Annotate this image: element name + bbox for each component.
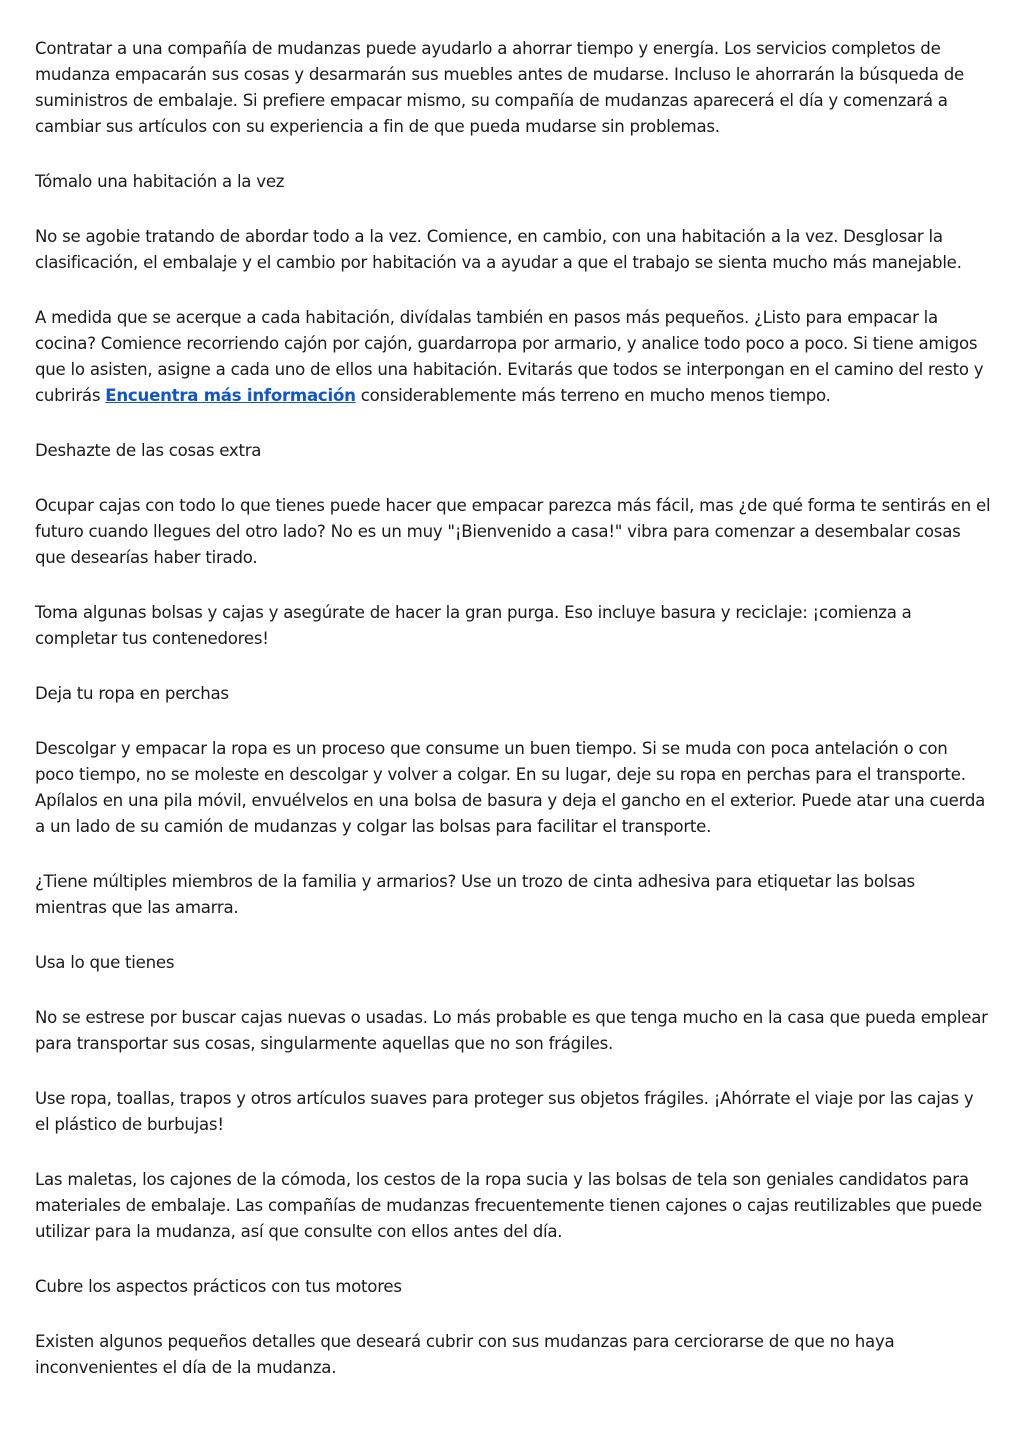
paragraph-room-2-text-after: considerablemente más terreno en mucho menos tiempo. bbox=[355, 386, 831, 405]
paragraph-use-2: Use ropa, toallas, trapos y otros artículos suaves para proteger sus objetos frágiles. ¡Ahórrate el viaje por las cajas y el plástico de burbujas! bbox=[35, 1089, 974, 1134]
paragraph-room-2 bbox=[35, 305, 991, 409]
section-heading-extra: Deshazte de las cosas extra bbox=[35, 441, 262, 460]
paragraph-use-1: No se estrese por buscar cajas nuevas o usadas. Lo más probable es que tenga mucho en la casa que pueda emplear para transportar sus cosas, singularmente aquellas que no son frágiles. bbox=[35, 1008, 988, 1053]
section-heading-room: Tómalo una habitación a la vez bbox=[35, 172, 285, 191]
more-info-link[interactable]: Encuentra más información bbox=[105, 386, 356, 405]
paragraph-extra-1: Ocupar cajas con todo lo que tienes puede hacer que empacar parezca más fácil, mas ¿de qué forma te sentirás en el futuro cuando llegues del otro lado? No es un muy "¡Bienvenido a casa!" vibra para comenzar a desembalar cosas que desearías haber tirado. bbox=[35, 496, 991, 567]
paragraph-room-2-text-before: A medida que se acerque a cada habitación, divídalas también en pasos más pequeños. ¿Listo para empacar la cocina? Comience recorriendo cajón por cajón, guardarropa por armario, y analice todo poco a poco. Si tiene amigos que lo asisten, asigne a cada uno de ellos una habitación. Evitarás que todos se interpongan en el camino del resto y cubrirás bbox=[35, 308, 984, 405]
paragraph-room-1: No se agobie tratando de abordar todo a la vez. Comience, en cambio, con una habitación a la vez. Desglosar la clasificación, el embalaje y el cambio por habitación va a ayudar a que el trabajo se sienta mucho más manejable. bbox=[35, 227, 962, 272]
paragraph-intro: Contratar a una compañía de mudanzas puede ayudarlo a ahorrar tiempo y energía. Los servicios completos de mudanza empacarán sus cosas y desarmarán sus muebles antes de mudarse. Incluso le ahorrarán la búsqueda de suministros de embalaje. Si prefiere empacar mismo, su compañía de mudanzas aparecerá el día y comenzará a cambiar sus artículos con su experiencia a fin de que pueda mudarse sin problemas. bbox=[35, 39, 964, 136]
paragraph-hangers-2: ¿Tiene múltiples miembros de la familia y armarios? Use un trozo de cinta adhesiva para etiquetar las bolsas mientras que las amarra. bbox=[35, 872, 915, 917]
section-heading-use-what-you-have: Usa lo que tienes bbox=[35, 953, 175, 972]
section-heading-practical: Cubre los aspectos prácticos con tus motores bbox=[35, 1277, 402, 1296]
paragraph-hangers-1: Descolgar y empacar la ropa es un proceso que consume un buen tiempo. Si se muda con poca antelación o con poco tiempo, no se moleste en descolgar y volver a colgar. En su lugar, deje su ropa en perchas para el transporte. Apílalos en una pila móvil, envuélvelos en una bolsa de basura y deja el gancho en el exterior. Puede atar una cuerda a un lado de su camión de mudanzas y colgar las bolsas para facilitar el transporte. bbox=[35, 739, 986, 836]
section-heading-hangers: Deja tu ropa en perchas bbox=[35, 684, 229, 703]
paragraph-extra-2: Toma algunas bolsas y cajas y asegúrate de hacer la gran purga. Eso incluye basura y reciclaje: ¡comienza a completar tus contenedores! bbox=[35, 603, 912, 648]
document-body bbox=[35, 36, 991, 1410]
paragraph-use-3: Las maletas, los cajones de la cómoda, los cestos de la ropa sucia y las bolsas de tela son geniales candidatos para materiales de embalaje. Las compañías de mudanzas frecuentemente tienen cajones o cajas reutilizables que puede utilizar para la mudanza, así que consulte con ellos antes del día. bbox=[35, 1170, 982, 1241]
paragraph-practical-1: Existen algunos pequeños detalles que deseará cubrir con sus mudanzas para cerciorarse de que no haya inconvenientes el día de la mudanza. bbox=[35, 1332, 895, 1377]
